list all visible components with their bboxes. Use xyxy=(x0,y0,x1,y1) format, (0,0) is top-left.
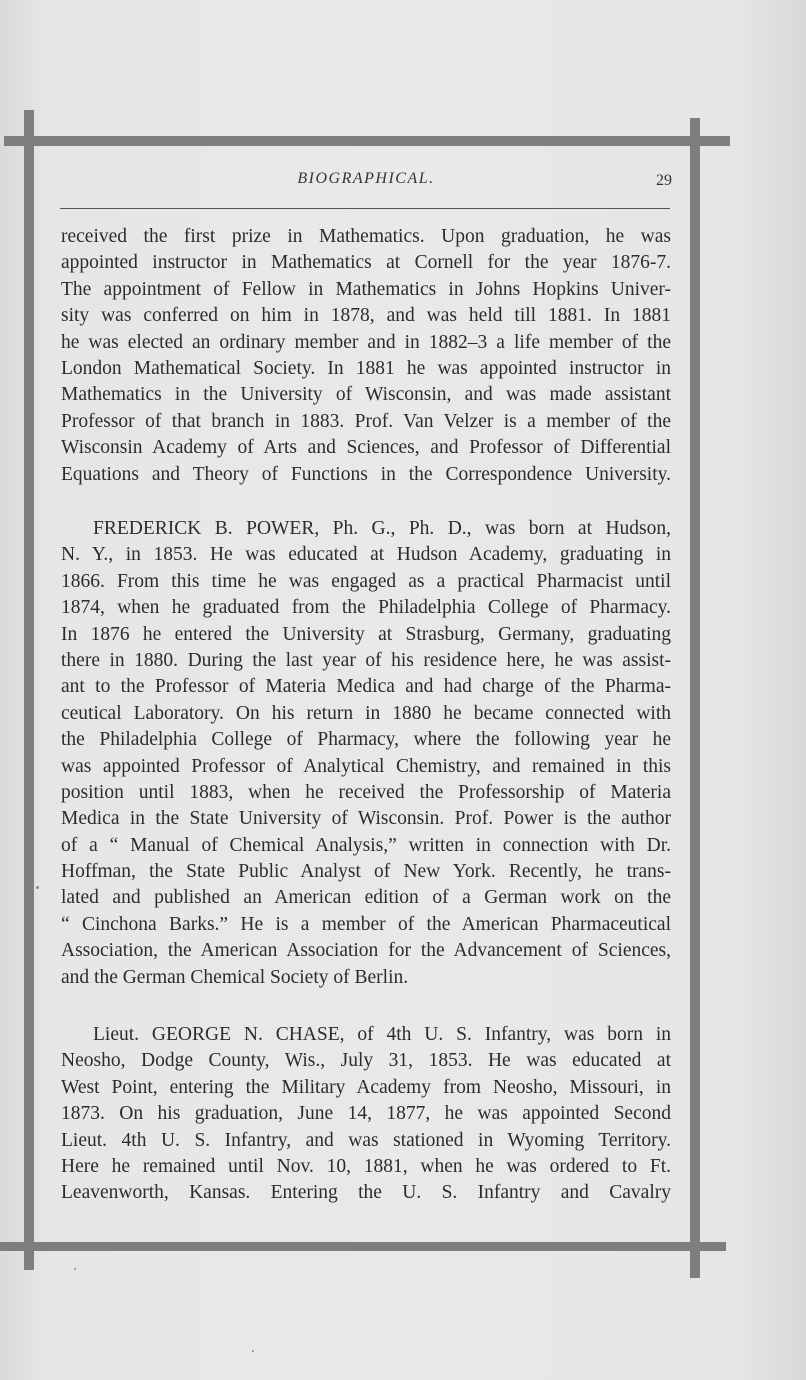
text-line: was appointed Professor of Analytical Chemistry, and remained in this xyxy=(61,755,671,777)
text-line: appointed instructor in Mathematics at Cornell for the year 1876-7. xyxy=(61,252,671,274)
header-rule xyxy=(60,208,670,209)
text-line: sity was conferred on him in 1878, and was held till 1881. In 1881 xyxy=(61,305,671,327)
text-line: FREDERICK B. POWER, Ph. G., Ph. D., was born at Hudson, xyxy=(93,518,671,539)
text-line: Wisconsin Academy of Arts and Sciences, and Professor of Differential xyxy=(61,437,671,459)
paper-speck xyxy=(74,1268,76,1270)
text-line: West Point, entering the Military Academy from Neosho, Missouri, in xyxy=(61,1076,671,1098)
text-line: received the first prize in Mathematics. Upon graduation, he was xyxy=(61,226,671,247)
text-line: Lieut. GEORGE N. CHASE, of 4th U. S. Infantry, was born in xyxy=(93,1024,671,1045)
text-line: lated and published an American edition of a German work on the xyxy=(61,887,671,909)
text-line: 1874, when he graduated from the Philadelphia College of Pharmacy. xyxy=(61,597,671,619)
text-line: In 1876 he entered the University at Strasburg, Germany, graduating xyxy=(61,623,671,645)
text-line: 1873. On his graduation, June 14, 1877, he was appointed Second xyxy=(61,1103,671,1125)
text-line: Professor of that branch in 1883. Prof. Van Velzer is a member of the xyxy=(61,410,671,432)
frame-bottom-bar xyxy=(0,1242,726,1251)
page-header xyxy=(60,170,672,200)
text-line: Neosho, Dodge County, Wis., July 31, 1853. He was educated at xyxy=(61,1050,671,1072)
paragraph-chase xyxy=(61,1022,671,1207)
text-line: ceutical Laboratory. On his return in 1880 he became connected with xyxy=(61,702,671,724)
text-line: position until 1883, when he received the Professorship of Materia xyxy=(61,781,671,803)
frame-top-bar xyxy=(4,136,730,146)
paper-speck xyxy=(252,1350,254,1352)
running-title: BIOGRAPHICAL. xyxy=(297,170,435,187)
page-number: 29 xyxy=(656,172,672,189)
paragraph-van-velzer xyxy=(61,224,671,488)
text-line: Here he remained until Nov. 10, 1881, when he was ordered to Ft. xyxy=(61,1155,671,1177)
text-line: he was elected an ordinary member and in 1882–3 a life member of the xyxy=(61,331,671,353)
text-line: Hoffman, the State Public Analyst of New York. Recently, he trans- xyxy=(61,861,671,883)
text-line: “ Cinchona Barks.” He is a member of the American Pharmaceutical xyxy=(61,913,671,935)
text-line: Association, the American Association for the Advancement of Sciences, xyxy=(61,940,671,962)
paragraph-power xyxy=(61,516,671,991)
frame-left-bar xyxy=(24,110,34,1270)
text-line: Lieut. 4th U. S. Infantry, and was stationed in Wyoming Territory. xyxy=(61,1129,671,1151)
text-line: Medica in the State University of Wisconsin. Prof. Power is the author xyxy=(61,808,671,830)
text-line: Leavenworth, Kansas. Entering the U. S. Infantry and Cavalry xyxy=(61,1182,671,1204)
text-line: of a “ Manual of Chemical Analysis,” written in connection with Dr. xyxy=(61,834,671,856)
text-line: The appointment of Fellow in Mathematics in Johns Hopkins Univer- xyxy=(61,278,671,300)
text-line: and the German Chemical Society of Berlin. xyxy=(61,966,409,988)
text-line: the Philadelphia College of Pharmacy, where the following year he xyxy=(61,729,671,751)
text-line: London Mathematical Society. In 1881 he was appointed instructor in xyxy=(61,357,671,379)
text-line: there in 1880. During the last year of his residence here, he was assist- xyxy=(61,649,671,671)
paper-speck xyxy=(36,886,39,889)
text-line: 1866. From this time he was engaged as a practical Pharmacist until xyxy=(61,570,671,592)
text-line: Mathematics in the University of Wisconsin, and was made assistant xyxy=(61,384,671,406)
text-line: Equations and Theory of Functions in the Correspondence University. xyxy=(61,463,671,485)
text-line: N. Y., in 1853. He was educated at Hudson Academy, graduating in xyxy=(61,544,671,566)
frame-right-bar xyxy=(690,118,700,1278)
text-line: ant to the Professor of Materia Medica and had charge of the Pharma- xyxy=(61,676,671,698)
